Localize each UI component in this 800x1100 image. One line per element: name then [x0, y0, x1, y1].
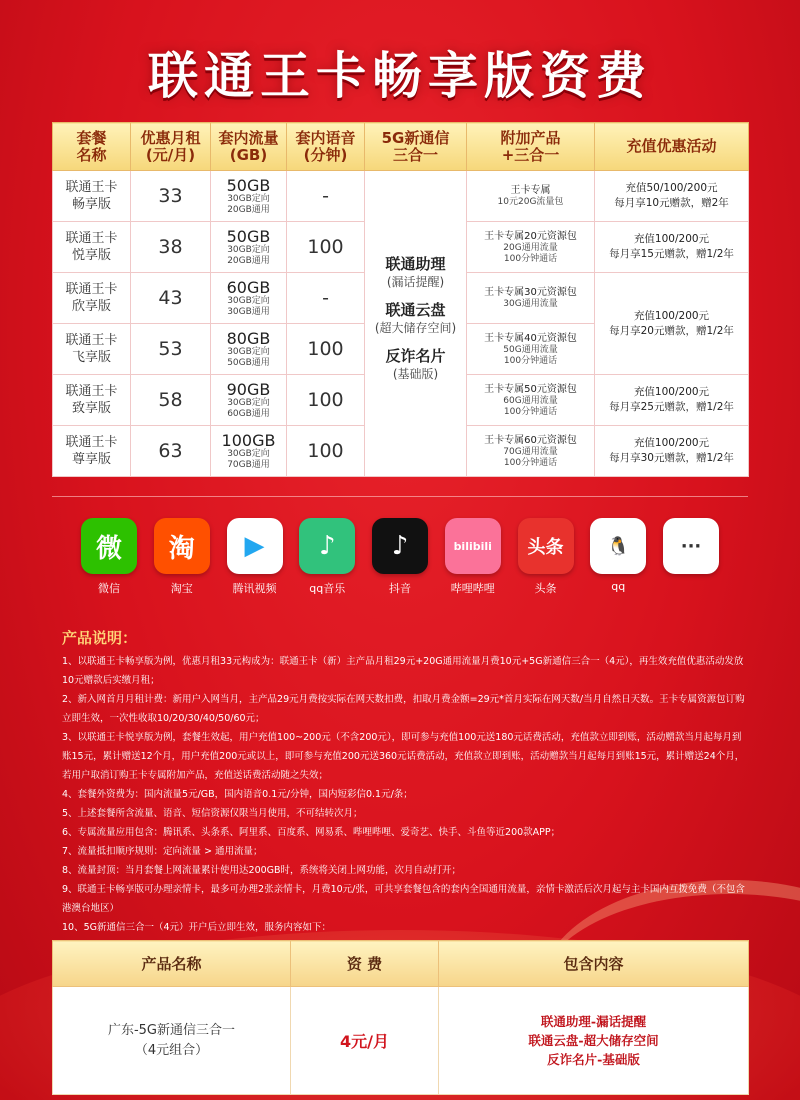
addon-cell: 王卡专属 10元20G流量包 [467, 171, 595, 222]
plan-voice: - [287, 273, 365, 324]
addon-cell: 王卡专属40元资源包 50G通用流量 100分钟通话 [467, 324, 595, 375]
description-item: 1、以联通王卡畅享版为例，优惠月租33元构成为：联通王卡（新）主产品月租29元+20G通用流量月费10元+5G新通信三合一（4元），再生效充值优惠活动发放10元赠款后实缴月租； [62, 656, 744, 686]
activity-cell: 充值100/200元 每月享25元赠款，赠1/2年 [595, 375, 749, 426]
plan-voice: - [287, 171, 365, 222]
section-divider [52, 496, 748, 497]
plan-data: 100GB 30GB定向 70GB通用 [211, 426, 287, 477]
plan-data: 60GB 30GB定向 30GB通用 [211, 273, 287, 324]
plan-rent: 63 [131, 426, 211, 477]
app-item [80, 518, 138, 598]
addon-cell: 王卡专属50元资源包 60G通用流量 100分钟通话 [467, 375, 595, 426]
app-label: 淘宝 [170, 582, 193, 595]
app-item [226, 518, 284, 598]
header-cell: 产品名称 [53, 941, 291, 987]
app-label: 头条 [534, 582, 557, 595]
plan-table [52, 122, 749, 477]
plan-rent: 53 [131, 324, 211, 375]
plan-voice: 100 [287, 222, 365, 273]
header-cell: 优惠月租 (元/月) [131, 123, 211, 171]
bundle-fee: 4元/月 [291, 987, 439, 1095]
app-label: qq音乐 [309, 582, 346, 595]
header-cell: 充值优惠活动 [595, 123, 749, 171]
plan-voice: 100 [287, 375, 365, 426]
toutiao-icon: 头条 [518, 518, 574, 574]
plan-name: 联通王卡 畅享版 [53, 171, 131, 222]
description-item: 8、流量封顶：当月套餐上网流量累计使用达200GB时，系统将关闭上网功能，次月自动打开； [62, 865, 462, 876]
more-icon: ··· [663, 518, 719, 574]
plan-rent: 58 [131, 375, 211, 426]
bundle-table [52, 940, 749, 1095]
header-cell: 套内语音 (分钟) [287, 123, 365, 171]
app-icon-row [80, 518, 720, 598]
app-label: qq [611, 580, 626, 593]
plan-name: 联通王卡 飞享版 [53, 324, 131, 375]
header-cell: 套餐 名称 [53, 123, 131, 171]
activity-cell: 充值100/200元 每月享30元赠款，赠1/2年 [595, 426, 749, 477]
activity-cell: 充值100/200元 每月享15元赠款，赠1/2年 [595, 222, 749, 273]
plan-name: 联通王卡 悦享版 [53, 222, 131, 273]
bundle-table-wrap [52, 940, 748, 1095]
bundle-contents: 联通助理-漏话提醒 联通云盘-超大储存空间 反诈名片-基础版 [439, 987, 749, 1095]
app-label: 腾讯视频 [232, 582, 277, 595]
qq-icon: 🐧 [590, 518, 646, 574]
app-label: 抖音 [389, 582, 411, 595]
plan-data: 80GB 30GB定向 50GB通用 [211, 324, 287, 375]
app-item [662, 518, 720, 598]
activity-cell: 充值100/200元 每月享20元赠款，赠1/2年 [595, 273, 749, 375]
description-item: 5、上述套餐所含流量、语音、短信资源仅限当月使用，不可结转次月； [62, 808, 363, 819]
qq-music-icon: ♪ [299, 518, 355, 574]
description-item: 10、5G新通信三合一（4元）开户后立即生效，服务内容如下： [62, 922, 332, 933]
plan-table-header [53, 123, 749, 171]
app-item [298, 518, 356, 598]
app-item [444, 518, 502, 598]
app-item [517, 518, 575, 598]
plan-name: 联通王卡 尊享版 [53, 426, 131, 477]
bundle-name: 广东-5G新通信三合一 （4元组合） [53, 987, 291, 1095]
bilibili-icon: bilibili [445, 518, 501, 574]
table-row [53, 171, 749, 222]
header-cell: 套内流量 (GB) [211, 123, 287, 171]
app-item [371, 518, 429, 598]
description-item: 6、专属流量应用包含：腾讯系、头条系、阿里系、百度系、网易系、哔哩哔哩、爱奇艺、快手、斗鱼等近200款APP； [62, 827, 561, 838]
page-title: 联通王卡畅享版资费 [148, 47, 652, 105]
description-item: 7、流量抵扣顺序规则：定向流量 > 通用流量； [62, 846, 263, 857]
plan-rent: 38 [131, 222, 211, 273]
plan-name: 联通王卡 致享版 [53, 375, 131, 426]
plan-data: 50GB 30GB定向 20GB通用 [211, 222, 287, 273]
plan-name: 联通王卡 欣享版 [53, 273, 131, 324]
description-list [62, 652, 748, 937]
5g-bundle-cell: 联通助理 (漏话提醒) 联通云盘 (超大储存空间) 反诈名片 (基础版) [365, 171, 467, 477]
description-item: 4、套餐外资费为：国内流量5元/GB，国内语音0.1元/分钟，国内短彩信0.1元/条； [62, 789, 413, 800]
app-label: 微信 [98, 582, 120, 595]
description-item: 3、以联通王卡悦享版为例，套餐生效起，用户充值100~200元（不含200元），即可参与充值100元送180元话费活动，充值款立即到账，活动赠款当月起每月到账15元，累计赠送12个月，用户充值200元或以上，即可参与充值200元送360元话费活动，充值款立即到账，活动赠款当月起每月到账15元，累计赠送24个月，若用户取消订购王卡专属附加产品，充值送话费活动随之失效； [62, 732, 745, 781]
taobao-icon: 淘 [154, 518, 210, 574]
plan-data: 50GB 30GB定向 20GB通用 [211, 171, 287, 222]
app-label: 哔哩哔哩 [450, 582, 495, 595]
description-title: 产品说明： [62, 629, 138, 647]
tencent-video-icon: ▶ [227, 518, 283, 574]
header-cell: 资 费 [291, 941, 439, 987]
bundle-table-header [53, 941, 749, 987]
douyin-icon: ♪ [372, 518, 428, 574]
header-cell: 附加产品 +三合一 [467, 123, 595, 171]
plan-voice: 100 [287, 324, 365, 375]
plan-data: 90GB 30GB定向 60GB通用 [211, 375, 287, 426]
app-item [153, 518, 211, 598]
addon-cell: 王卡专属30元资源包 30G通用流量 [467, 273, 595, 324]
plan-rent: 43 [131, 273, 211, 324]
description-item: 9、联通王卡畅享版可办理亲情卡，最多可办理2张亲情卡，月费10元/张，可共享套餐包含的套内全国通用流量，亲情卡激活后次月起与主卡国内互拨免费（不包含港澳台地区） [62, 884, 745, 914]
addon-cell: 王卡专属60元资源包 70G通用流量 100分钟通话 [467, 426, 595, 477]
addon-cell: 王卡专属20元资源包 20G通用流量 100分钟通话 [467, 222, 595, 273]
header-cell: 包含内容 [439, 941, 749, 987]
description-item: 2、新入网首月月租计费：新用户入网当月，主产品29元月费按实际在网天数扣费，扣取月费金额=29元*首月实际在网天数/当月自然日天数。王卡专属资源包订购立即生效，一次性收取10/20/30/40/50/60元； [62, 694, 745, 724]
wechat-icon: 微 [81, 518, 137, 574]
plan-voice: 100 [287, 426, 365, 477]
app-item [589, 518, 647, 598]
header-cell: 5G新通信 三合一 [365, 123, 467, 171]
table-row [53, 987, 749, 1095]
activity-cell: 充值50/100/200元 每月享10元赠款，赠2年 [595, 171, 749, 222]
plan-rent: 33 [131, 171, 211, 222]
